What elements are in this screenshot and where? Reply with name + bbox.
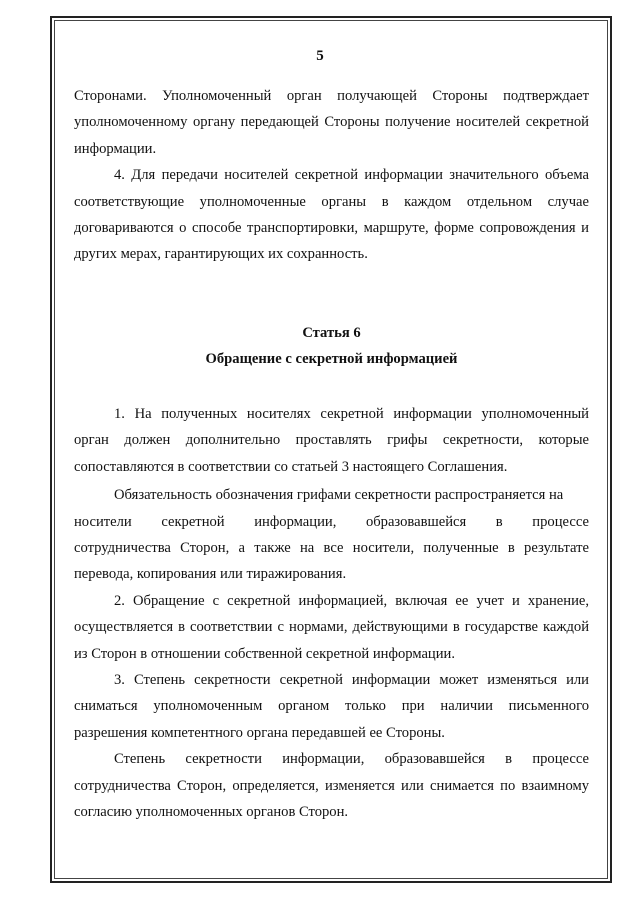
paragraph-item-4: 4. Для передачи носителей секретной информации значительного объема соответствующие уполномоченные органы в каждом отдельном случае договариваются о способе транспортировки, маршруте, форме сопровождения и других мерах, гарантирующих их сохранность.	[74, 167, 589, 263]
article-paragraph-2-line-1: Обязательность обозначения грифами секретности распространяется на	[114, 487, 564, 504]
word: информации,	[254, 513, 337, 530]
page-number: 5	[316, 48, 324, 64]
article-number: Статья 6	[302, 325, 361, 341]
paragraph-continuation: Сторонами. Уполномоченный орган получающей Стороны подтверждает уполномоченному органу передающей Стороны получение носителей секретной информации.	[74, 88, 589, 157]
article-paragraph-4: 3. Степень секретности секретной информации может изменяться или сниматься уполномоченным органом только при наличии письменного разрешения компетентного органа передавшей ее Стороны.	[74, 672, 589, 741]
article-paragraph-3: 2. Обращение с секретной информацией, включая ее учет и хранение, осуществляется в соответствии с нормами, действующими в государстве каждой из Сторон в отношении собственной секретной информации.	[74, 592, 589, 662]
word: носители	[74, 513, 132, 530]
top-text-block	[74, 83, 589, 268]
word: секретной	[161, 513, 225, 530]
word: в	[495, 513, 503, 530]
article-title: Обращение с секретной информацией	[205, 351, 458, 367]
article-paragraph-2-line-2	[74, 509, 589, 535]
article-paragraph-1: 1. На полученных носителях секретной информации уполномоченный орган должен дополнительно проставлять грифы секретности, которые сопоставляются в соответствии со статьей 3 настоящего Соглашения.	[74, 406, 589, 475]
article-paragraph-5: Степень секретности информации, образовавшейся в процессе сотрудничества Сторон, определяется, изменяется или снимается по взаимному согласию уполномоченных органов Сторон.	[74, 751, 589, 821]
word: образовавшейся	[365, 513, 467, 530]
article-body	[74, 401, 589, 826]
word: процессе	[532, 513, 589, 530]
article-paragraph-2-rest: сотрудничества Сторон, а также на все носители, полученные в результате перевода, копирования или тиражирования.	[74, 540, 589, 583]
